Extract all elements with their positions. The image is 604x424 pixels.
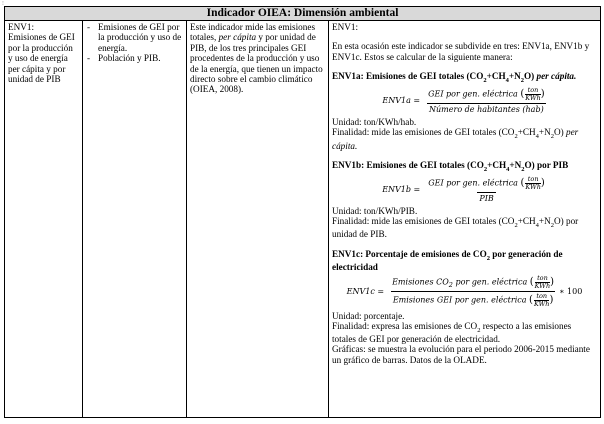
indicator-name-cell [5, 20, 83, 417]
env1b-title: ENV1b: Emisiones de GEI totales $(CO_2+CH_4+N_2O)$ por PIB [332, 159, 569, 173]
calc-intro: En esta ocasión este indicador se subdivide en tres: ENV1a, ENV1b y ENV1c. Estos se calcular de la siguiente manera: [332, 41, 590, 62]
variables-cell [83, 20, 187, 417]
env1b-purpose: Finalidad: mide las emisiones de GEI totales $(CO_2+CH_4+N_2O)$ por unidad de PIB. [332, 216, 579, 240]
table-anchor-mark: ⁝ [2, 1, 4, 7]
definition-cell [187, 20, 329, 417]
indicator-table [4, 6, 601, 418]
env1a-unit: Unidad: ton/KWh/hab. [332, 116, 417, 127]
env1c-formula: ENV1c = Emisiones $CO_2$ por gen. eléctrica ( ton KWh ) Emisiones GEI por gen. eléctrica ( ton KWh ) ∗ 100 [346, 274, 583, 308]
env1c-title: ENV1c: Porcentaje de emisiones de $CO_2$ por generación de electricidad [332, 248, 563, 272]
env1c-unit: Unidad: porcentaje. [332, 310, 405, 321]
env1a-purpose: Finalidad: mide las emisiones de GEI totales $(CO_2+CH_4+N_2O)$ per cápita. [332, 127, 579, 151]
list-item: - Emisiones de GEI por la producción y uso de energía. [98, 22, 183, 53]
indicator-description: Emisiones de GEI por la producción y uso de energía per cápita y por unidad de PIB [8, 32, 75, 84]
env1c-charts: Gráficas: se muestra la evolución para el periodo 2006-2015 mediante un gráfico de barras. Datos de la OLADE. [332, 344, 590, 365]
definition-text: Este indicador mide las emisiones totales, per cápita y por unidad de PIB, de los tres principales GEI procedentes de la producción y uso de la energía, que tienen un impacto directo sobre el cambio climático (OIEA, 2008). [190, 21, 323, 95]
calculation-cell [329, 20, 601, 417]
env1b-formula: ENV1b = GEI por gen. eléctrica ( ton KWh ) PIB [382, 175, 545, 203]
env1a-title: ENV1a: Emisiones de GEI totales $(CO_2+CH_4+N_2O)$ per cápita. [332, 71, 577, 84]
env1b-unit: Unidad: ton/KWh/PIB. [332, 205, 418, 216]
env1c-purpose: Finalidad: expresa las emisiones de $CO_2$ respecto a las emisiones totales de GEI por generación de electricidad. [332, 320, 572, 345]
calc-code: ENV1: [332, 21, 359, 32]
header-title: Indicador OIEA: Dimensión ambiental [206, 7, 399, 19]
env1a-formula: ENV1a = GEI por gen. eléctrica ( ton KWh ) Número de habitantes (hab) [382, 86, 545, 114]
variables-list [86, 22, 183, 64]
list-item: - Población y PIB. [98, 53, 183, 63]
indicator-code: ENV1: [8, 21, 35, 32]
table-header [5, 7, 601, 21]
